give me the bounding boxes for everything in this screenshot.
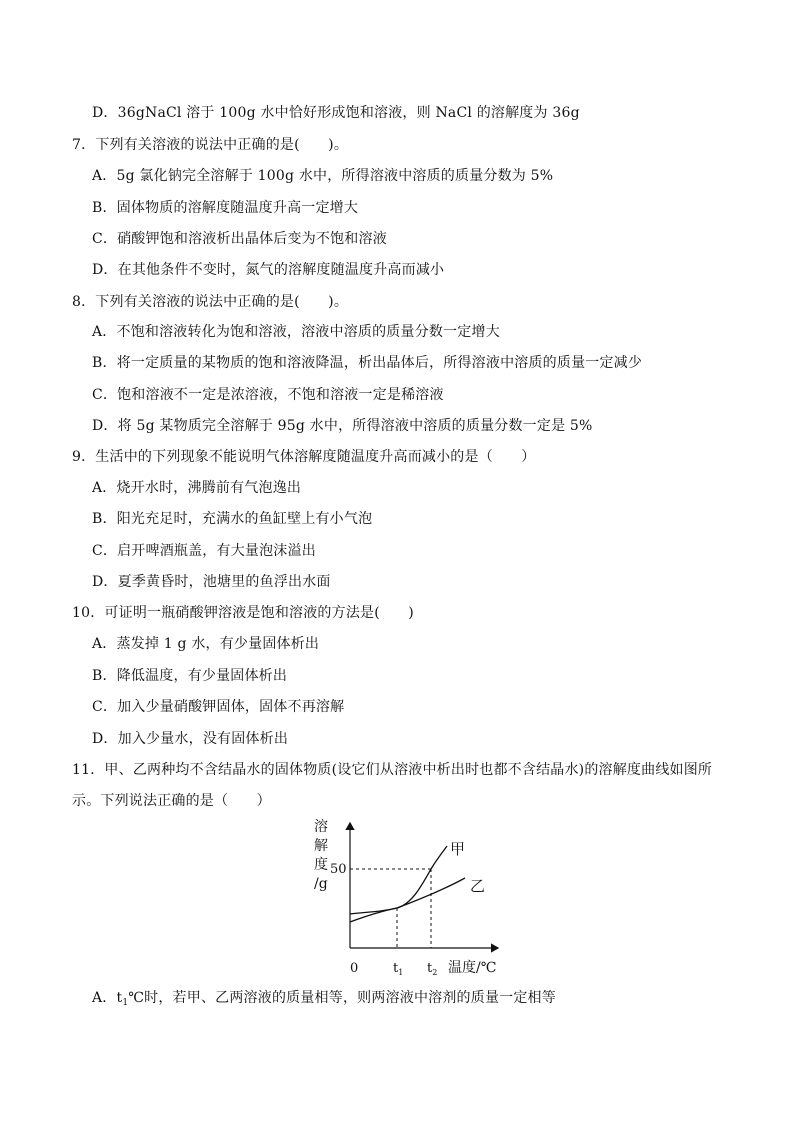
option-prefix: A．t xyxy=(92,990,123,1006)
question-stem: 9．生活中的下列现象不能说明气体溶解度随温度升高而减小的是（ ） xyxy=(72,449,536,465)
answer-option: B．降低温度，有少量固体析出 xyxy=(92,668,288,684)
question-stem-continued: 示。下列说法正确的是（ ） xyxy=(72,793,271,809)
answer-option: A．不饱和溶液转化为饱和溶液，溶液中溶质的质量分数一定增大 xyxy=(92,324,500,340)
curve-jia xyxy=(350,846,447,914)
answer-option: B．阳光充足时，充满水的鱼缸壁上有小气泡 xyxy=(92,511,373,527)
series-label-jia: 甲 xyxy=(450,840,466,858)
question-stem: 7．下列有关溶液的说法中正确的是( )。 xyxy=(72,137,349,153)
option-text: ℃时，若甲、乙两溶液的质量相等，则两溶液中溶剂的质量一定相等 xyxy=(128,990,556,1006)
origin-label: 0 xyxy=(350,961,359,976)
answer-option: C．饱和溶液不一定是浓溶液，不饱和溶液一定是稀溶液 xyxy=(92,387,444,403)
y-axis-label-3: 度 xyxy=(314,857,328,873)
y-axis-label-2: 解 xyxy=(314,838,328,854)
answer-option: C．加入少量硝酸钾固体，固体不再溶解 xyxy=(92,699,345,715)
solubility-curve-figure xyxy=(300,815,520,980)
answer-option: D．在其他条件不变时，氮气的溶解度随温度升高而减小 xyxy=(92,262,445,278)
answer-option: C．硝酸钾饱和溶液析出晶体后变为不饱和溶液 xyxy=(92,231,387,247)
answer-option: A．烧开水时，沸腾前有气泡逸出 xyxy=(92,480,302,496)
answer-option: C．启开啤酒瓶盖，有大量泡沫溢出 xyxy=(92,543,316,559)
answer-option: D．夏季黄昏时，池塘里的鱼浮出水面 xyxy=(92,574,331,590)
answer-option: A．蒸发掉 1 g 水，有少量固体析出 xyxy=(92,636,320,652)
question-stem: 8．下列有关溶液的说法中正确的是( )。 xyxy=(72,294,349,310)
y-tick-50: 50 xyxy=(330,862,347,877)
answer-option: D．将 5g 某物质完全溶解于 95g 水中，所得溶液中溶质的质量分数一定是 5% xyxy=(92,418,593,434)
x-axis-label: 温度/℃ xyxy=(448,960,497,976)
answer-option: B．将一定质量的某物质的饱和溶液降温，析出晶体后，所得溶液中溶质的质量一定减少 xyxy=(92,355,643,371)
option-11-a xyxy=(92,988,556,1008)
subscript: 1 xyxy=(122,998,129,1008)
question-stem: 11．甲、乙两种均不含结晶水的固体物质(设它们从溶液中析出时也都不含结晶水)的溶解度曲线如图所 xyxy=(72,762,713,778)
answer-option: A．5g 氯化钠完全溶解于 100g 水中，所得溶液中溶质的质量分数为 5% xyxy=(92,168,554,184)
x-tick-t2: $t_2$ xyxy=(427,961,438,977)
x-tick-t1: $t_1$ xyxy=(393,961,404,977)
answer-option: D．加入少量水，没有固体析出 xyxy=(92,731,289,747)
curve-yi xyxy=(350,878,465,922)
answer-option: D．36gNaCl 溶于 100g 水中恰好形成饱和溶液，则 NaCl 的溶解度为 36g xyxy=(92,105,580,121)
question-stem: 10．可证明一瓶硝酸钾溶液是饱和溶液的方法是( ) xyxy=(72,605,414,621)
answer-option: B．固体物质的溶解度随温度升高一定增大 xyxy=(92,200,359,216)
y-axis-label-1: 溶 xyxy=(314,819,328,835)
series-label-yi: 乙 xyxy=(470,877,486,895)
y-axis-label-4: /g xyxy=(314,876,328,892)
